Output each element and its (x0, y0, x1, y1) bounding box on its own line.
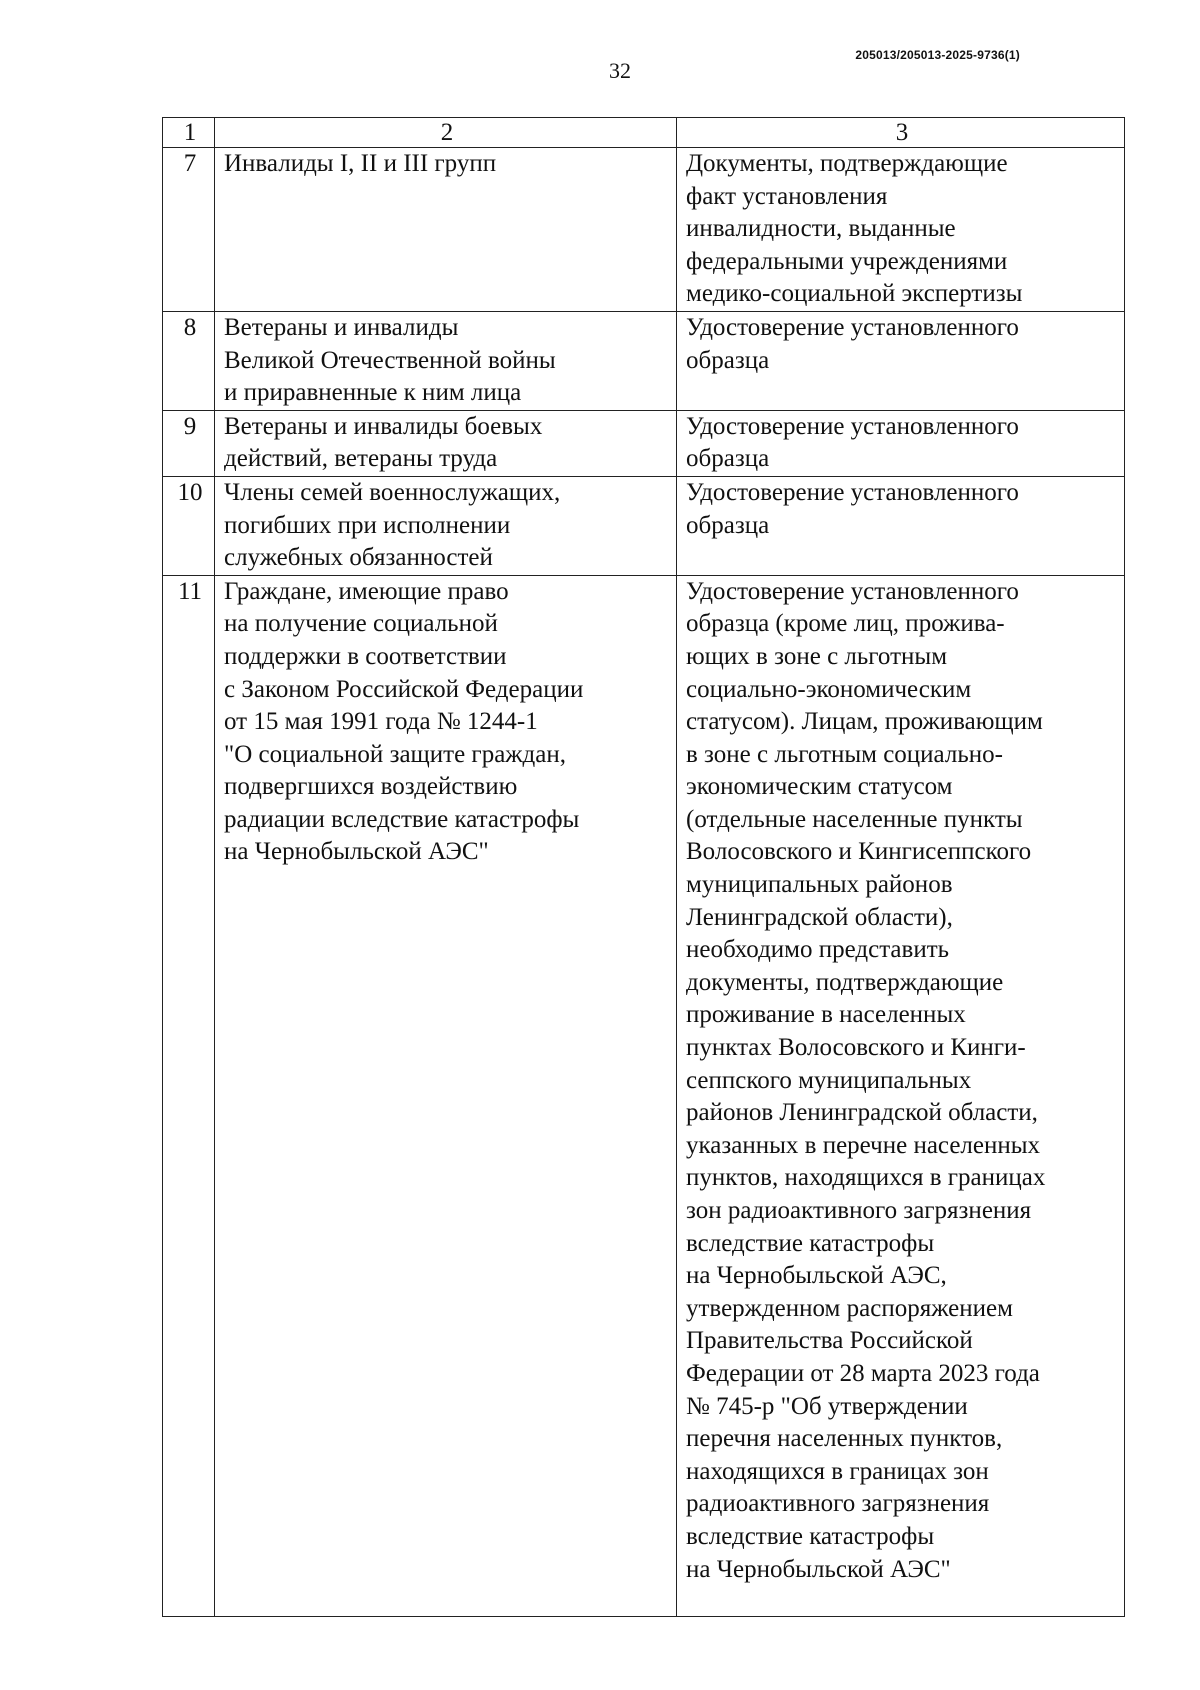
table-body (163, 118, 1125, 1617)
documents-line: утвержденном распоряжением (686, 1294, 1013, 1322)
documents-line: районов Ленинградской области, (686, 1099, 1038, 1127)
documents-line: ющих в зоне с льготным (686, 642, 948, 670)
documents-line: в зоне с льготным социально- (686, 740, 1003, 768)
category-line: от 15 мая 1991 года № 1244-1 (224, 708, 538, 736)
category-cell (215, 476, 677, 575)
documents-line: находящихся в границах зон (686, 1457, 989, 1485)
documents-line: на Чернобыльской АЭС, (686, 1262, 947, 1290)
column-header-3: 3 (677, 118, 1125, 148)
documents-line: образца (кроме лиц, прожива- (686, 610, 1005, 638)
documents-line: (отдельные населенные пункты (686, 805, 1023, 833)
column-header-2: 2 (215, 118, 677, 148)
table-row (163, 148, 1125, 312)
table-row (163, 476, 1125, 575)
documents-line: вследствие катастрофы (686, 1229, 935, 1257)
row-number: 11 (163, 575, 215, 1616)
category-cell (215, 410, 677, 476)
documents-line: пунктах Волосовского и Кинги- (686, 1034, 1026, 1062)
documents-cell (677, 410, 1125, 476)
column-header-1: 1 (163, 118, 215, 148)
category-line: и приравненные к ним лица (224, 379, 522, 407)
documents-line: Удостоверение установленного (686, 313, 1019, 341)
documents-line: Ленинградской области), (686, 903, 953, 931)
row-number: 7 (163, 148, 215, 312)
documents-line: зон радиоактивного загрязнения (686, 1197, 1032, 1224)
table-header-row (163, 118, 1125, 148)
category-line: Великой Отечественной войны (224, 346, 556, 374)
category-line: поддержки в соответствии (224, 642, 507, 670)
documents-line: необходимо представить (686, 936, 950, 964)
category-line: действий, ветераны труда (224, 445, 498, 473)
table-row (163, 311, 1125, 410)
table-row (163, 575, 1125, 1616)
category-line: служебных обязанностей (224, 544, 493, 572)
documents-line: муниципальных районов (686, 871, 953, 899)
table-row (163, 410, 1125, 476)
category-cell (215, 148, 677, 312)
category-line: Ветераны и инвалиды (224, 313, 459, 341)
category-line: радиации вследствие катастрофы (224, 805, 580, 833)
row-number: 8 (163, 311, 215, 410)
category-cell (215, 575, 677, 1616)
documents-line: инвалидности, выданные (686, 215, 956, 243)
category-line: с Законом Российской Федерации (224, 675, 584, 703)
documents-line: № 745-р "Об утверждении (686, 1392, 968, 1420)
category-line: Граждане, имеющие право (224, 577, 509, 605)
documents-line: медико-социальной экспертизы (686, 280, 1023, 308)
documents-line: пунктов, находящихся в границах (686, 1164, 1046, 1192)
documents-line: образца (686, 445, 770, 473)
category-line: Члены семей военнослужащих, (224, 478, 561, 506)
document-id: 205013/205013-2025-9736(1) (855, 48, 1020, 62)
documents-line: сеппского муниципальных (686, 1066, 972, 1094)
category-line: подвергшихся воздействию (224, 773, 518, 801)
documents-line: на Чернобыльской АЭС" (686, 1555, 951, 1583)
documents-line: Правительства Российской (686, 1327, 973, 1355)
documents-line: образца (686, 511, 770, 539)
documents-line: Федерации от 28 марта 2023 года (686, 1359, 1040, 1387)
documents-cell (677, 575, 1125, 1616)
documents-cell (677, 476, 1125, 575)
documents-line: перечня населенных пунктов, (686, 1425, 1003, 1453)
category-line: Инвалиды I, II и III групп (224, 150, 497, 177)
documents-cell (677, 148, 1125, 312)
documents-cell (677, 311, 1125, 410)
documents-line: радиоактивного загрязнения (686, 1490, 990, 1518)
documents-line: проживание в населенных (686, 1001, 966, 1029)
category-line: "О социальной защите граждан, (224, 740, 567, 768)
row-number: 10 (163, 476, 215, 575)
documents-line: экономическим статусом (686, 773, 953, 801)
category-line: на получение социальной (224, 610, 498, 638)
category-line: Ветераны и инвалиды боевых (224, 412, 543, 440)
row-number: 9 (163, 410, 215, 476)
documents-line: документы, подтверждающие (686, 968, 1004, 996)
documents-line: вследствие катастрофы (686, 1522, 935, 1550)
documents-line: Удостоверение установленного (686, 412, 1019, 440)
documents-line: Удостоверение установленного (686, 478, 1019, 506)
documents-table (162, 117, 1125, 1617)
documents-line: Документы, подтверждающие (686, 150, 1008, 177)
documents-line: социально-экономическим (686, 675, 972, 703)
documents-line: образца (686, 346, 770, 374)
documents-line: факт установления (686, 182, 888, 210)
documents-line: указанных в перечне населенных (686, 1131, 1041, 1159)
documents-line: федеральными учреждениями (686, 247, 1008, 275)
page-number: 32 (609, 58, 631, 83)
documents-line: Удостоверение установленного (686, 577, 1019, 605)
documents-line: Волосовского и Кингисеппского (686, 838, 1032, 866)
documents-line: статусом). Лицам, проживающим (686, 708, 1043, 736)
category-cell (215, 311, 677, 410)
category-line: погибших при исполнении (224, 511, 511, 539)
category-line: на Чернобыльской АЭС" (224, 838, 489, 866)
